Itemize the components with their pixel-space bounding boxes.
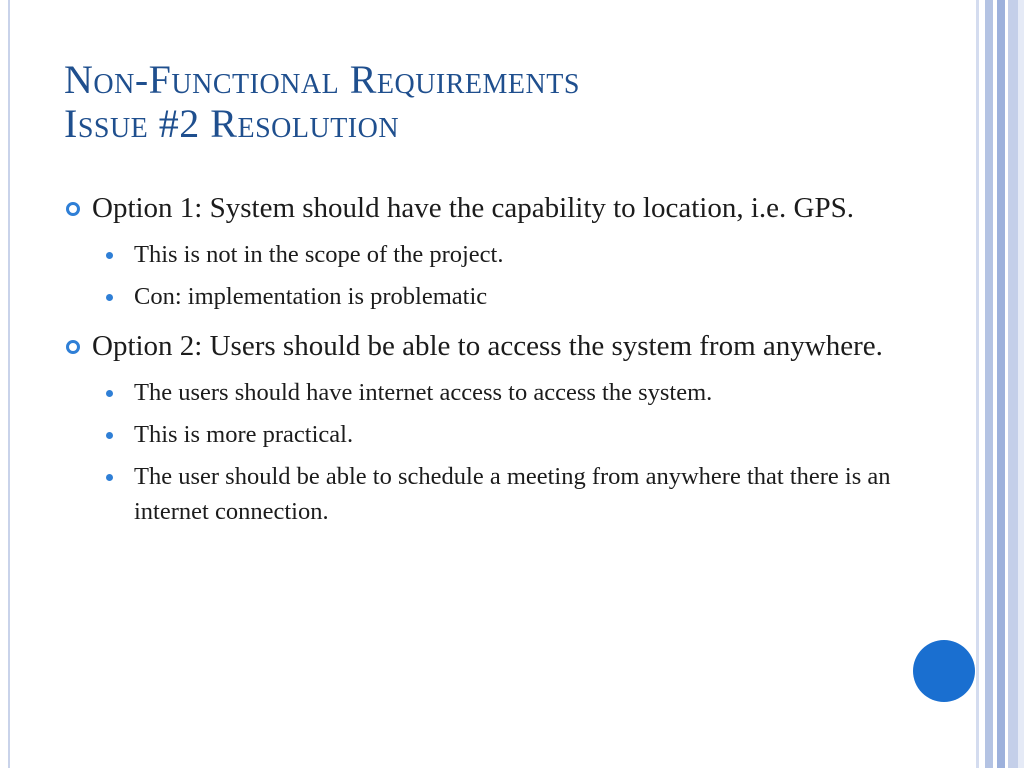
decorative-blue-circle	[913, 640, 975, 702]
list-item	[64, 459, 894, 529]
dot-bullet-icon	[106, 294, 113, 301]
subpoint-text: Con: implementation is problematic	[134, 283, 488, 310]
option-2-text: Option 2: Users should be able to access the system from anywhere.	[92, 330, 883, 362]
slide-title	[64, 58, 924, 146]
left-border-rule	[8, 0, 10, 768]
dot-bullet-icon	[106, 252, 113, 259]
option-1-text: Option 1: System should have the capability to location, i.e. GPS.	[92, 192, 854, 224]
ring-bullet-icon	[66, 340, 80, 354]
title-line-1: Non-Functional Requirements	[64, 57, 580, 102]
list-item	[64, 237, 894, 272]
subpoint-text: The users should have internet access to access the system.	[134, 379, 713, 406]
subpoint-text: This is not in the scope of the project.	[134, 241, 504, 268]
list-item	[64, 417, 894, 452]
dot-bullet-icon	[106, 390, 113, 397]
subpoint-text: This is more practical.	[134, 421, 354, 448]
right-decorative-stripes	[976, 0, 1024, 768]
option-2-subpoints	[64, 375, 894, 529]
list-item	[64, 279, 894, 314]
title-line-2: Issue #2 Resolution	[64, 101, 400, 146]
slide-body	[64, 190, 894, 543]
option-1-bullet	[64, 190, 894, 227]
subpoint-text: The user should be able to schedule a meeting from anywhere that there is an internet connection.	[134, 463, 891, 525]
option-1-subpoints	[64, 237, 894, 314]
list-item	[64, 375, 894, 410]
dot-bullet-icon	[106, 474, 113, 481]
ring-bullet-icon	[66, 202, 80, 216]
option-2-bullet	[64, 328, 894, 365]
dot-bullet-icon	[106, 432, 113, 439]
